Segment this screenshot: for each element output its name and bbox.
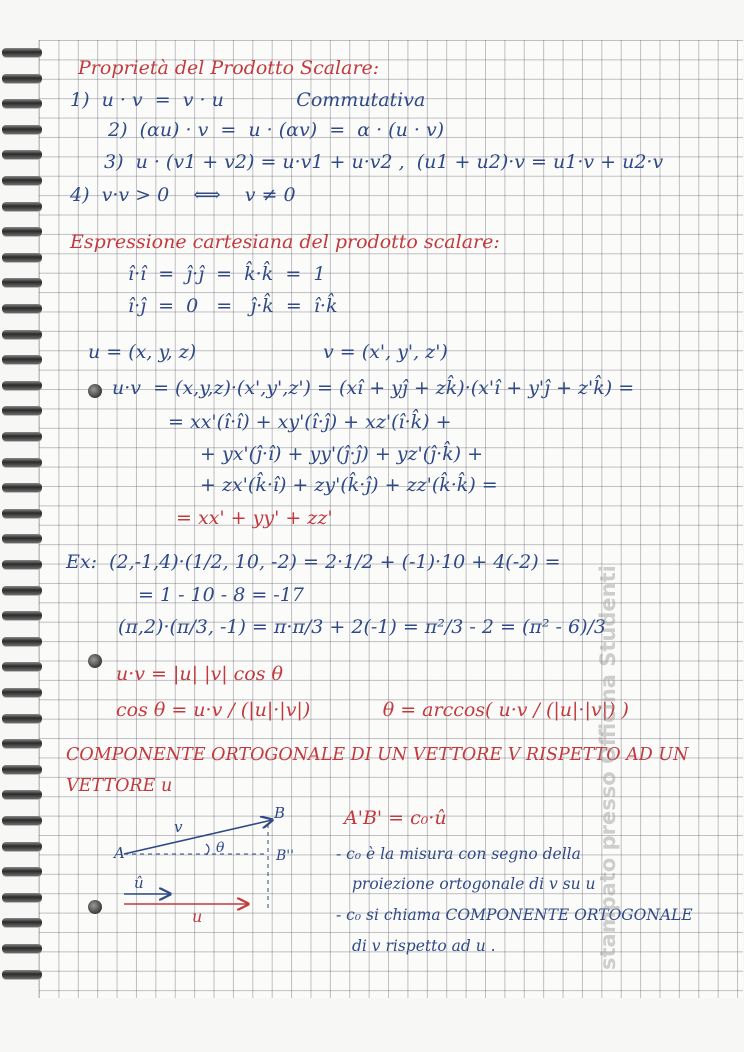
spiral-coil xyxy=(2,611,42,620)
spiral-coil xyxy=(2,355,42,364)
projection-formula: A'B' = c₀·û xyxy=(344,807,447,829)
theta-label: θ xyxy=(216,840,225,856)
spiral-coil xyxy=(2,432,42,441)
spiral-coil xyxy=(2,304,42,313)
spiral-coil xyxy=(2,458,42,467)
unit-vectors-norm: î·î = ĵ·ĵ = k̂·k̂ = 1 xyxy=(128,263,326,285)
punch-hole xyxy=(88,654,102,668)
example-3d-result: = 1 - 10 - 8 = -17 xyxy=(138,584,304,606)
spiral-coil xyxy=(2,739,42,748)
punch-hole xyxy=(88,900,102,914)
property-commutative: 1) u · v = v · u Commutativa xyxy=(70,89,426,111)
note-component-name-cont: di v rispetto ad u . xyxy=(352,937,496,955)
projection-diagram xyxy=(100,798,300,928)
example-2d: (π,2)·(π/3, -1) = π·π/3 + 2(-1) = π²/3 - 2 = (π² - 6)/3 xyxy=(118,616,606,638)
spiral-coil xyxy=(2,99,42,108)
vector-u-label: u xyxy=(192,907,203,926)
note-orthogonal-projection: proiezione ortogonale di v su u xyxy=(352,875,596,893)
point-b-label: B xyxy=(274,804,286,822)
spiral-coil xyxy=(2,944,42,953)
spiral-coil xyxy=(2,918,42,927)
expansion-row-2: + yx'(ĵ·î) + yy'(ĵ·ĵ) + yz'(ĵ·k̂) + xyxy=(200,443,483,465)
title-orthogonal-component: COMPONENTE ORTOGONALE DI UN VETTORE V RISPETTO AD UN xyxy=(66,745,689,765)
spiral-coil xyxy=(2,893,42,902)
punch-hole xyxy=(88,384,102,398)
angle-arc xyxy=(206,844,209,855)
point-a-label: A xyxy=(114,844,125,862)
title-properties: Proprietà del Prodotto Scalare: xyxy=(78,57,380,79)
spiral-coil xyxy=(2,714,42,723)
spiral-coil xyxy=(2,534,42,543)
note-component-name: - c₀ si chiama COMPONENTE ORTOGONALE xyxy=(336,906,693,924)
spiral-coil xyxy=(2,381,42,390)
property-distributive: 3) u · (v1 + v2) = u·v1 + u·v2 , (u1 + u2)·v = u1·v + u2·v xyxy=(104,151,664,173)
spiral-coil xyxy=(2,867,42,876)
spiral-coil xyxy=(2,406,42,415)
vector-v-arrow xyxy=(124,820,272,854)
spiral-coil xyxy=(2,74,42,83)
example-3d: Ex: (2,-1,4)·(1/2, 10, -2) = 2·1/2 + (-1)·10 + 4(-2) = xyxy=(66,551,561,573)
spiral-coil xyxy=(2,202,42,211)
spiral-coil xyxy=(2,688,42,697)
property-positive-definite: 4) v·v > 0 ⟺ v ≠ 0 xyxy=(70,184,296,206)
unit-vectors-orthogonal: î·ĵ = 0 = ĵ·k̂ = î·k̂ xyxy=(128,295,338,317)
spiral-coil xyxy=(2,253,42,262)
spiral-coil xyxy=(2,48,42,57)
spiral-coil xyxy=(2,125,42,134)
unit-vector-label: û xyxy=(134,874,144,892)
spiral-coil xyxy=(2,150,42,159)
dot-product-cosine: u·v = |u| |v| cos θ xyxy=(116,663,283,685)
expansion-row-3: + zx'(k̂·î) + zy'(k̂·ĵ) + zz'(k̂·k̂) = xyxy=(200,474,498,496)
spiral-coil xyxy=(2,637,42,646)
spiral-coil xyxy=(2,560,42,569)
spiral-coil xyxy=(2,509,42,518)
cosine-formula: cos θ = u·v / (|u|·|v|) θ = arccos( u·v / (|u|·|v|) ) xyxy=(116,699,629,721)
expansion-row-1: = xx'(î·î) + xy'(î·ĵ) + xz'(î·k̂) + xyxy=(168,411,452,433)
spiral-coil xyxy=(2,816,42,825)
spiral-coil xyxy=(2,278,42,287)
spiral-coil xyxy=(2,842,42,851)
title-cartesian-expression: Espressione cartesiana del prodotto scalare: xyxy=(70,231,500,253)
spiral-coil xyxy=(2,483,42,492)
title-orthogonal-component-cont: VETTORE u xyxy=(66,776,173,796)
vector-v-label: v xyxy=(174,818,183,836)
point-b2-label: B'' xyxy=(276,848,294,864)
note-signed-measure: - c₀ è la misura con segno della xyxy=(336,845,581,863)
spiral-coil xyxy=(2,662,42,671)
dot-product-expansion: u·v = (x,y,z)·(x',y',z') = (xî + yĵ + zk̂)·(x'î + y'ĵ + z'k̂) = xyxy=(112,377,635,399)
spiral-coil xyxy=(2,765,42,774)
property-scalar-multiplication: 2) (αu) · v = u · (αv) = α · (u · v) xyxy=(108,119,445,141)
watermark: stampato presso Officina Studenti xyxy=(596,565,620,970)
spiral-coil xyxy=(2,790,42,799)
spiral-coil xyxy=(2,970,42,979)
spiral-binding xyxy=(0,40,46,1000)
spiral-coil xyxy=(2,330,42,339)
spiral-coil xyxy=(2,227,42,236)
vector-definitions: u = (x, y, z) v = (x', y', z') xyxy=(88,341,448,363)
dot-product-result: = xx' + yy' + zz' xyxy=(176,507,333,529)
spiral-coil xyxy=(2,176,42,185)
spiral-coil xyxy=(2,586,42,595)
